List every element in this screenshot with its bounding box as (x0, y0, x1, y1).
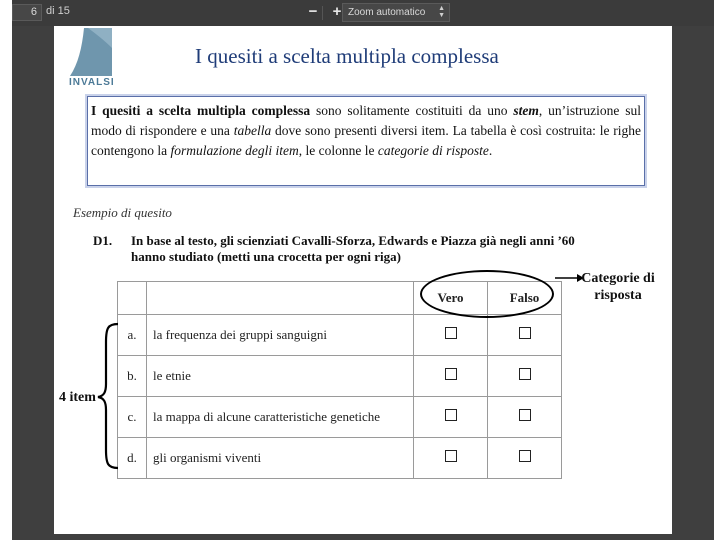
vero-cell (414, 315, 488, 356)
page-number-input[interactable]: 6 (12, 4, 42, 21)
logo-text: INVALSI (69, 77, 115, 88)
vero-cell (414, 356, 488, 397)
categories-highlight-ellipse (420, 270, 554, 318)
vero-cell (414, 438, 488, 479)
table-row (118, 438, 562, 479)
header-empty-cell (118, 282, 147, 315)
page-count-label: di 15 (46, 5, 70, 17)
checkbox-falso (519, 368, 531, 380)
zoom-out-button[interactable]: − (308, 3, 318, 20)
item-letter: d. (118, 438, 147, 479)
definition-text: I quesiti a scelta multipla complessa sono solitamente costituiti da uno stem, un’istruzione sul modo di rispondere e una tabella dove sono presenti diversi item. La tabella è così costruita: le righe contengono la formulazione degli item, le colonne le categorie di risposte. (91, 103, 642, 158)
falso-cell (488, 315, 562, 356)
checkbox-vero (445, 327, 457, 339)
checkbox-vero (445, 450, 457, 462)
invalsi-logo-icon (70, 28, 112, 76)
item-text: le etnie (147, 356, 414, 397)
definition-box (87, 96, 645, 186)
example-label: Esempio di quesito (73, 205, 172, 220)
falso-cell (488, 397, 562, 438)
toolbar-separator (322, 6, 323, 20)
table-row (118, 397, 562, 438)
header-empty-cell (147, 282, 414, 315)
item-letter: b. (118, 356, 147, 397)
categories-annotation: Categorie di risposta (581, 271, 655, 303)
page-title: I quesiti a scelta multipla complessa (195, 44, 499, 68)
falso-cell (488, 356, 562, 397)
curly-brace-icon (96, 322, 120, 470)
item-text: la mappa di alcune caratteristiche genetiche (147, 397, 414, 438)
checkbox-falso (519, 409, 531, 421)
table-row (118, 315, 562, 356)
item-letter: a. (118, 315, 147, 356)
item-letter: c. (118, 397, 147, 438)
items-annotation: 4 item (59, 390, 96, 405)
question-text: In base al testo, gli scienziati Cavalli-Sforza, Edwards e Piazza già negli anni ’60 hanno studiato (metti una crocetta per ogni riga) (131, 233, 575, 264)
item-text: gli organismi viventi (147, 438, 414, 479)
question-code: D1. (93, 233, 113, 248)
table-row (118, 356, 562, 397)
viewer-toolbar (12, 0, 714, 27)
item-text: la frequenza dei gruppi sanguigni (147, 315, 414, 356)
zoom-select-value: Zoom automatico (348, 7, 426, 18)
zoom-in-button[interactable]: + (332, 3, 342, 20)
zoom-select[interactable] (342, 3, 450, 22)
checkbox-falso (519, 450, 531, 462)
select-arrows-icon: ▲ ▼ (438, 5, 445, 19)
column-header-vero: Vero (414, 282, 488, 315)
column-header-falso: Falso (488, 282, 562, 315)
checkbox-vero (445, 368, 457, 380)
checkbox-falso (519, 327, 531, 339)
checkbox-vero (445, 409, 457, 421)
vero-cell (414, 397, 488, 438)
falso-cell (488, 438, 562, 479)
